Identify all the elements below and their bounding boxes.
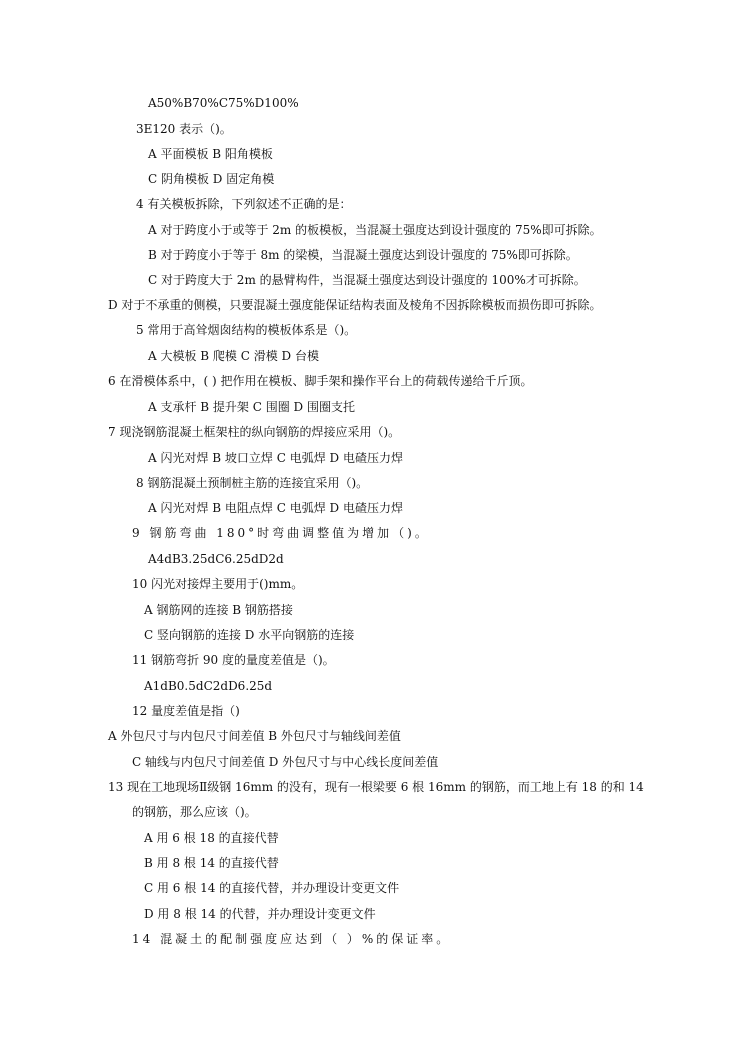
q3-question: 3E120 表示（)。 xyxy=(136,122,232,136)
q8-options: A 闪光对焊 B 电阻点焊 C 电弧焊 D 电碴压力焊 xyxy=(148,501,403,515)
q12-options-ab: A 外包尺寸与内包尺寸间差值 B 外包尺寸与轴线间差值 xyxy=(108,729,401,743)
q3-options-ab: A 平面模板 B 阳角模板 xyxy=(148,147,273,161)
q6-options: A 支承杆 B 提升架 C 围圈 D 围圈支托 xyxy=(148,400,355,414)
q11-options: A1dB0.5dC2dD6.25d xyxy=(144,679,273,693)
q11-question: 11 钢筋弯折 90 度的量度差值是（)。 xyxy=(132,653,335,667)
q2-options: A50%B70%C75%D100% xyxy=(148,96,299,110)
q13-option-d: D 用 8 根 14 的代替，并办理设计变更文件 xyxy=(144,907,376,921)
q13-question-line1: 13 现在工地现场Ⅱ级钢 16mm 的没有，现有一根梁要 6 根 16mm 的钢筋，而工地上有 18 的和 14 xyxy=(108,780,644,794)
q7-question: 7 现浇钢筋混凝土框架柱的纵向钢筋的焊接应采用（)。 xyxy=(108,425,401,439)
q13-question-line2: 的钢筋，那么应该（)。 xyxy=(132,805,257,819)
q5-question: 5 常用于高耸烟囱结构的模板体系是（)。 xyxy=(136,323,357,337)
q7-options: A 闪光对焊 B 坡口立焊 C 电弧焊 D 电碴压力焊 xyxy=(148,451,403,465)
q9-question: 9 钢筋弯曲 180°时弯曲调整值为增加（)。 xyxy=(132,526,430,540)
q4-option-d: D 对于不承重的侧模，只要混凝土强度能保证结构表面及棱角不因拆除模板而损伤即可拆除。 xyxy=(108,298,602,312)
q6-question: 6 在滑模体系中，( ) 把作用在模板、脚手架和操作平台上的荷载传递给千斤顶。 xyxy=(108,374,533,388)
q12-options-cd: C 轴线与内包尺寸间差值 D 外包尺寸与中心线长度间差值 xyxy=(132,755,439,769)
q9-options: A4dB3.25dC6.25dD2d xyxy=(148,552,284,566)
q10-options-ab: A 钢筋网的连接 B 钢筋搭接 xyxy=(144,603,293,617)
q13-option-a: A 用 6 根 18 的直接代替 xyxy=(144,831,279,845)
q4-option-c: C 对于跨度大于 2m 的悬臂构件，当混凝土强度达到设计强度的 100%才可拆除。 xyxy=(148,273,586,287)
q12-question: 12 量度差值是指（) xyxy=(132,704,240,718)
q3-options-cd: C 阴角模板 D 固定角模 xyxy=(148,172,275,186)
q10-options-cd: C 竖向钢筋的连接 D 水平向钢筋的连接 xyxy=(144,628,355,642)
q8-question: 8 钢筋混凝土预制桩主筋的连接宜采用（)。 xyxy=(136,476,369,490)
q13-option-c: C 用 6 根 14 的直接代替，并办理设计变更文件 xyxy=(144,881,400,895)
q4-option-b: B 对于跨度小于等于 8m 的梁模，当混凝土强度达到设计强度的 75%即可拆除。 xyxy=(148,248,578,262)
q13-option-b: B 用 8 根 14 的直接代替 xyxy=(144,856,279,870)
q14-question: 14 混凝土的配制强度应达到（ ）%的保证率。 xyxy=(132,932,452,946)
q4-question: 4 有关模板拆除，下列叙述不正确的是： xyxy=(136,197,352,211)
q5-options: A 大模板 B 爬模 C 滑模 D 台模 xyxy=(148,349,319,363)
q10-question: 10 闪光对接焊主要用于()mm。 xyxy=(132,577,304,591)
q4-option-a: A 对于跨度小于或等于 2m 的板模板，当混凝土强度达到设计强度的 75%即可拆除。 xyxy=(148,223,602,237)
